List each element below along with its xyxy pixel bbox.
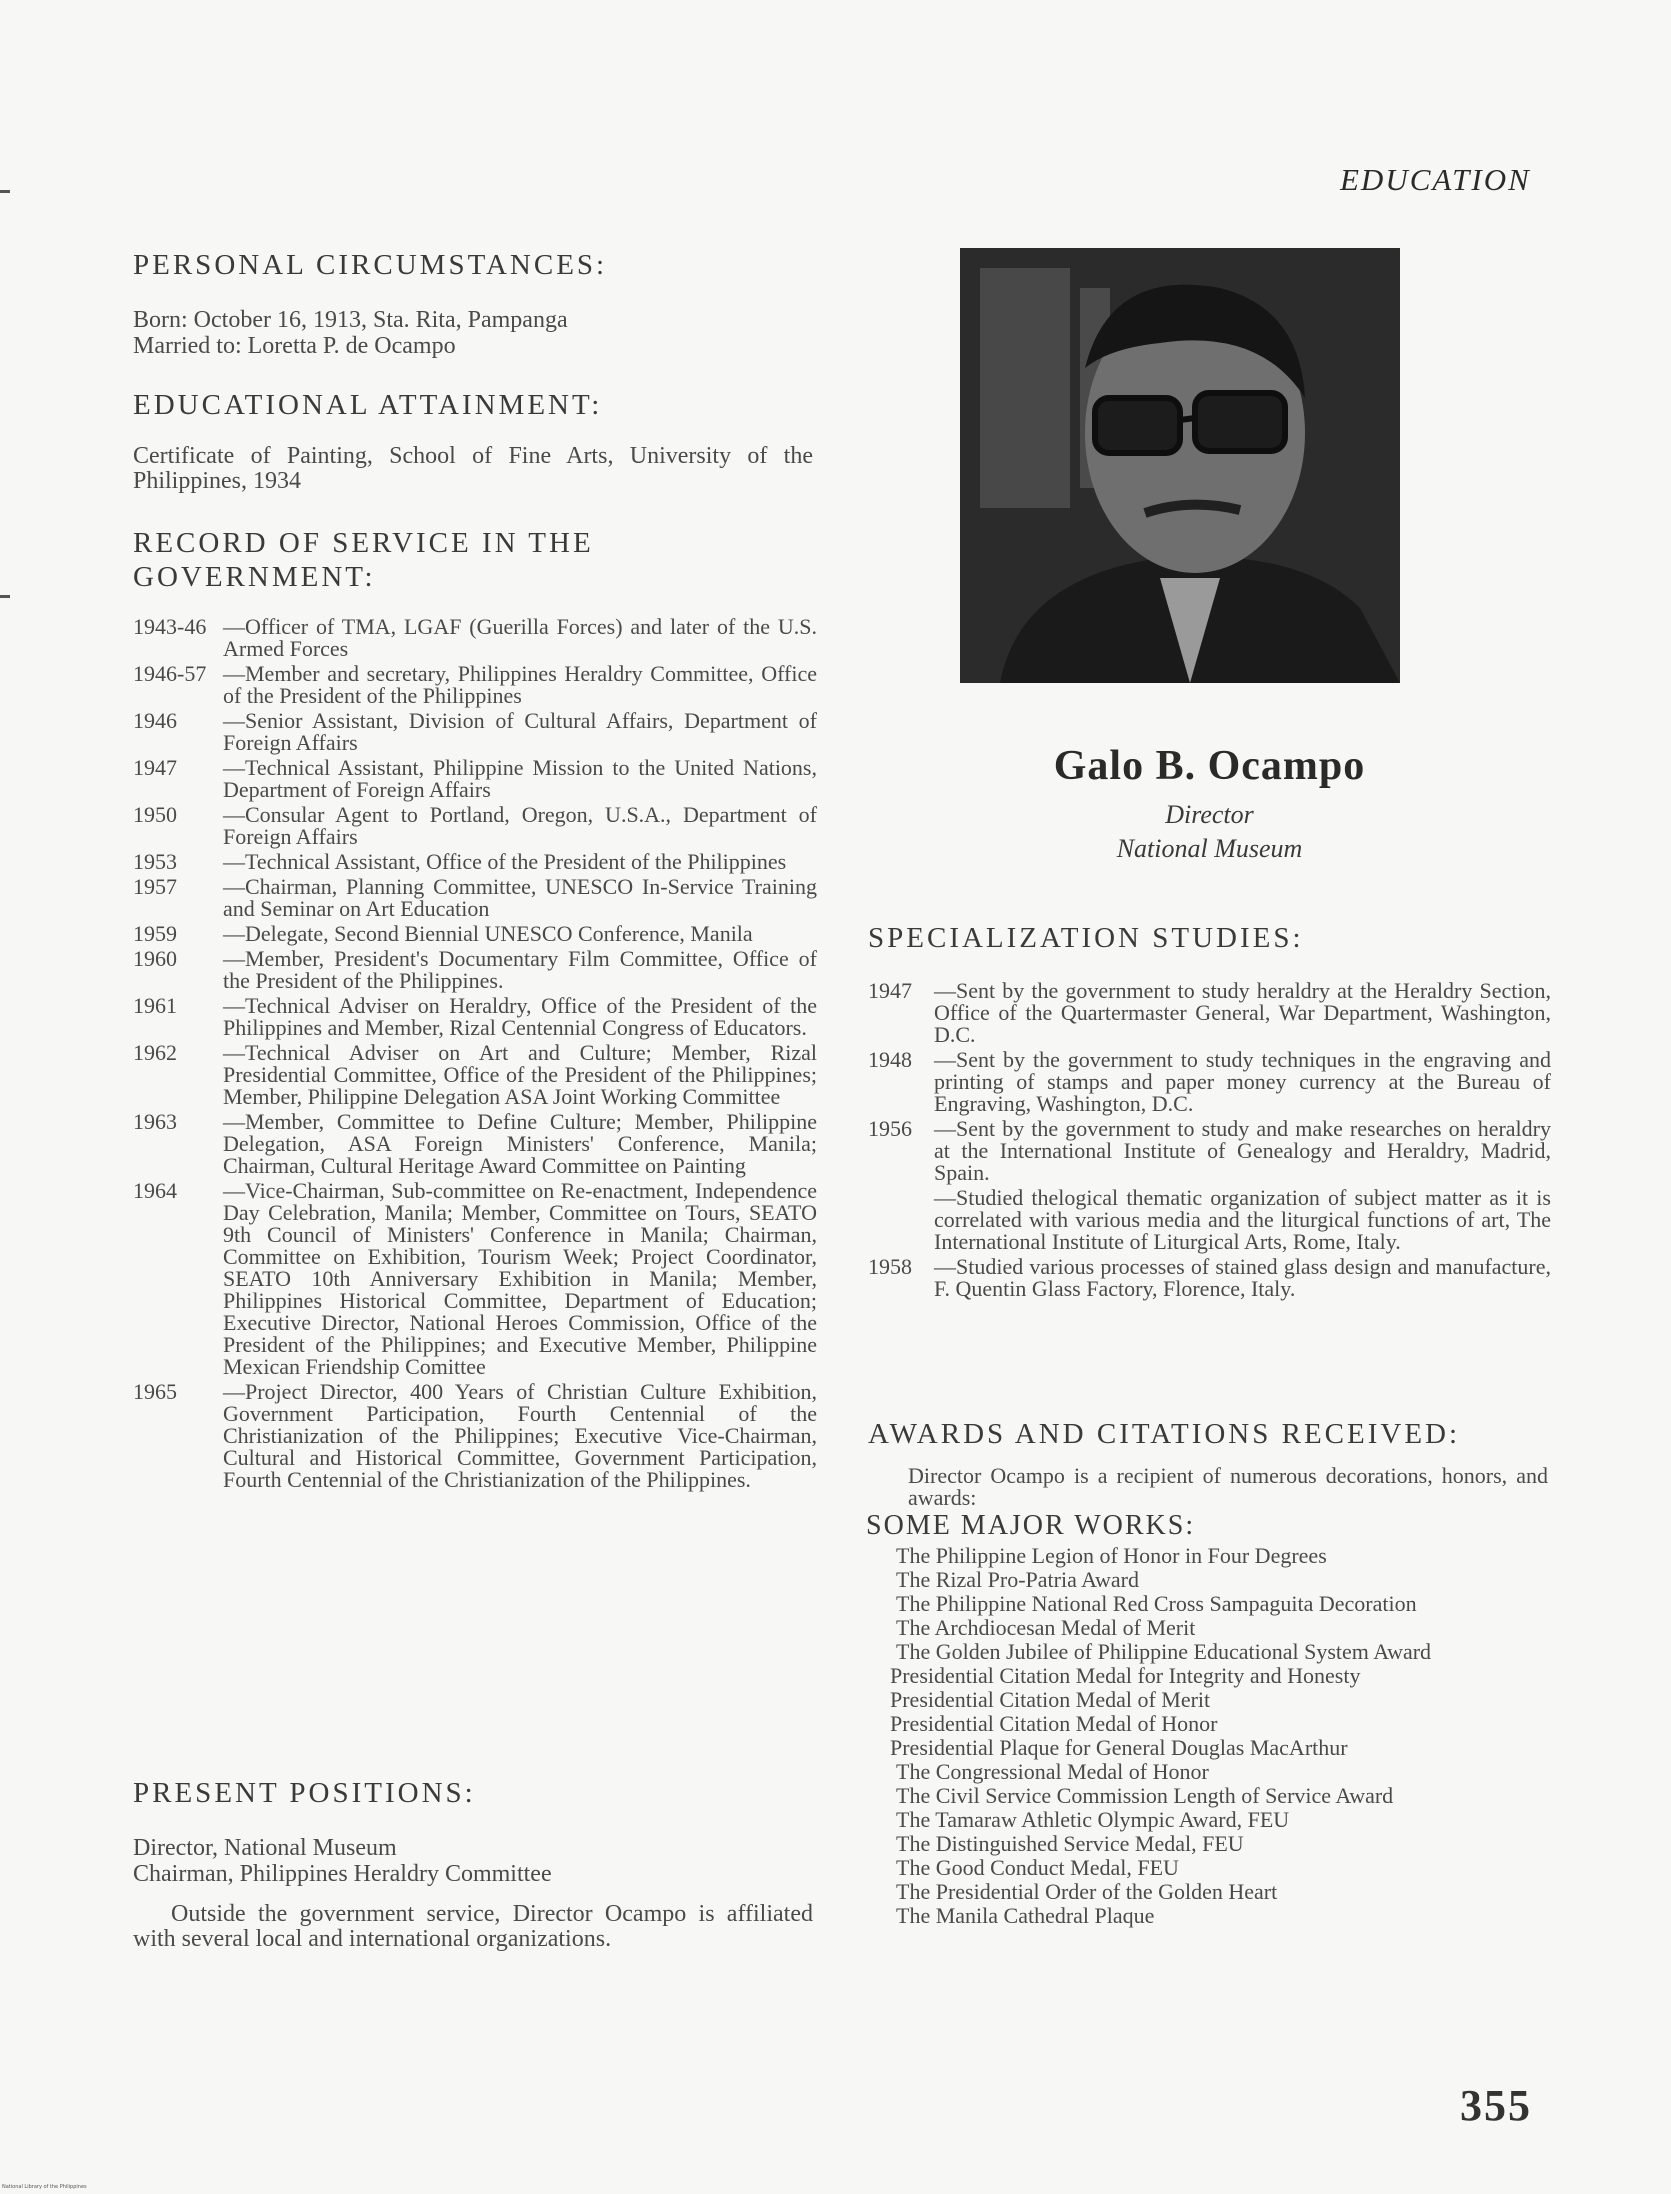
awards-list [890, 1543, 1551, 1929]
entry-text: —Vice-Chairman, Sub-committee on Re-enactment, Independence Day Celebration, Manila; Member, Committee on Tours, SEATO 9th Council of Ministers' Conference in Manila; Chairman, Committee on Exhibition, Tourism Week; Project Coordinator, SEATO 10th Anniversary Exhibition in Manila; Member, Philippines Historical Committee, Department of Education; Executive Director, National Heroes Commission, Office of the President of the Philippines; and Executive Member, Philippine Mexican Friendship Comittee [223, 1178, 817, 1379]
born-line: Born: October 16, 1913, Sta. Rita, Pampanga [133, 307, 568, 333]
entry-text: —Project Director, 400 Years of Christian Culture Exhibition, Government Participation, Fourth Centennial of the Christianization of the Philippines; Executive Vice-Chairman, Cultural and Historical Committee, Government Participation, Fourth Centennial of the Christianization of the Philippines. [223, 1379, 817, 1492]
entry-year: 1964 [133, 1178, 177, 1203]
service-entry [133, 851, 817, 873]
award-item: Presidential Citation Medal of Merit [890, 1687, 1211, 1712]
specialization-entry [868, 1187, 1551, 1253]
service-entry [133, 804, 817, 848]
award-item: The Distinguished Service Medal, FEU [896, 1831, 1244, 1856]
entry-year: 1946 [133, 708, 177, 733]
entry-text: —Sent by the government to study heraldry at the Heraldry Section, Office of the Quartermaster General, War Department, Washington, D.C. [934, 978, 1551, 1047]
entry-text: —Delegate, Second Biennial UNESCO Conference, Manila [223, 921, 753, 946]
service-entry [133, 663, 817, 707]
award-item: The Tamaraw Athletic Olympic Award, FEU [896, 1807, 1290, 1832]
award-item: The Philippine Legion of Honor in Four Degrees [896, 1543, 1327, 1568]
entry-text: —Consular Agent to Portland, Oregon, U.S.A., Department of Foreign Affairs [223, 802, 817, 849]
award-item: Presidential Citation Medal for Integrity and Honesty [890, 1663, 1361, 1688]
present-heading: PRESENT POSITIONS: [133, 1777, 476, 1809]
service-entry [133, 948, 817, 992]
entry-year: 1960 [133, 946, 177, 971]
major-works-heading: SOME MAJOR WORKS: [866, 1510, 1196, 1541]
entry-text: —Member, Committee to Define Culture; Member, Philippine Delegation, ASA Foreign Ministers' Conference, Manila; Chairman, Cultural Heritage Award Committee on Painting [223, 1109, 817, 1178]
entry-text: —Member, President's Documentary Film Committee, Office of the President of the Philippines. [223, 946, 817, 993]
portrait-image [960, 248, 1400, 683]
service-entry [133, 1381, 817, 1491]
service-entry [133, 616, 817, 660]
service-entry [133, 923, 817, 945]
entry-text: —Technical Adviser on Art and Culture; Member, Rizal Presidential Committee, Office of the President of the Philippines; Member, Philippine Delegation ASA Joint Working Committee [223, 1040, 817, 1109]
award-item: The Manila Cathedral Plaque [896, 1903, 1155, 1928]
award-item: The Good Conduct Medal, FEU [896, 1855, 1179, 1880]
service-heading-2: GOVERNMENT: [133, 561, 376, 593]
entry-text: —Officer of TMA, LGAF (Guerilla Forces) and later of the U.S. Armed Forces [223, 614, 817, 661]
award-item: The Presidential Order of the Golden Heart [896, 1879, 1278, 1904]
award-item: The Philippine National Red Cross Sampaguita Decoration [896, 1591, 1417, 1616]
award-item: Presidential Citation Medal of Honor [890, 1711, 1218, 1736]
running-head: EDUCATION [1340, 162, 1531, 197]
present-text: Outside the government service, Director Ocampo is affiliated with several local and international organizations. [133, 1901, 813, 1952]
specialization-entry [868, 1118, 1551, 1184]
entry-year: 1946-57 [133, 661, 207, 686]
service-entry [133, 1180, 817, 1378]
awards-intro: Director Ocampo is a recipient of numerous decorations, honors, and awards: [908, 1463, 1548, 1510]
entry-text: —Technical Adviser on Heraldry, Office of the President of the Philippines and Member, Rizal Centennial Congress of Educators. [223, 993, 817, 1040]
entry-text: —Studied various processes of stained glass design and manufacture, F. Quentin Glass Factory, Florence, Italy. [934, 1254, 1551, 1301]
entry-year: 1943-46 [133, 614, 207, 639]
specialization-heading: SPECIALIZATION STUDIES: [868, 922, 1304, 954]
entry-text: —Technical Assistant, Philippine Mission to the United Nations, Department of Foreign Affairs [223, 755, 817, 802]
entry-year: 1947 [868, 978, 912, 1003]
education-text: Certificate of Painting, School of Fine Arts, University of the Philippines, 1934 [133, 443, 813, 494]
service-entry [133, 1042, 817, 1108]
entry-year [868, 1187, 934, 1253]
entry-text: —Studied thelogical thematic organization of subject matter as it is correlated with various media and the liturgical functions of art, The International Institute of Liturgical Arts, Rome, Italy. [934, 1185, 1551, 1254]
scan-mark [0, 595, 10, 598]
scan-mark [0, 190, 10, 193]
award-item: Presidential Plaque for General Douglas MacArthur [890, 1735, 1348, 1760]
specialization-entry [868, 1256, 1551, 1300]
specialization-entry [868, 1049, 1551, 1115]
entry-text: —Member and secretary, Philippines Heraldry Committee, Office of the President of the Philippines [223, 661, 817, 708]
entry-text: —Sent by the government to study techniques in the engraving and printing of stamps and paper money currency at the Bureau of Engraving, Washington, D.C. [934, 1047, 1551, 1116]
entry-year: 1956 [868, 1116, 912, 1141]
profile-name: Galo B. Ocampo [1053, 743, 1366, 789]
awards-heading: AWARDS AND CITATIONS RECEIVED: [868, 1418, 1461, 1450]
entry-year: 1947 [133, 755, 177, 780]
entry-text: —Senior Assistant, Division of Cultural Affairs, Department of Foreign Affairs [223, 708, 817, 755]
service-entry [133, 995, 817, 1039]
entry-year: 1957 [133, 874, 177, 899]
personal-heading: PERSONAL CIRCUMSTANCES: [133, 249, 608, 281]
service-entry [133, 710, 817, 754]
service-heading-1: RECORD OF SERVICE IN THE [133, 527, 594, 559]
service-entry [133, 757, 817, 801]
profile-institution: National Museum [1116, 834, 1303, 863]
award-item: The Golden Jubilee of Philippine Educational System Award [896, 1639, 1432, 1664]
entry-year: 1965 [133, 1379, 177, 1404]
entry-text: —Technical Assistant, Office of the President of the Philippines [223, 849, 787, 874]
service-entry [133, 1111, 817, 1177]
entry-text: —Chairman, Planning Committee, UNESCO In-Service Training and Seminar on Art Education [223, 874, 817, 921]
married-line: Married to: Loretta P. de Ocampo [133, 333, 456, 359]
education-heading: EDUCATIONAL ATTAINMENT: [133, 389, 603, 421]
portrait-photo [960, 248, 1400, 683]
entry-year: 1961 [133, 993, 177, 1018]
present-line-2: Chairman, Philippines Heraldry Committee [133, 1861, 552, 1887]
specialization-list [868, 980, 1551, 1303]
entry-year: 1959 [133, 921, 177, 946]
service-entry [133, 876, 817, 920]
page-number: 355 [1460, 2081, 1532, 2130]
entry-year: 1958 [868, 1254, 912, 1279]
award-item: The Archdiocesan Medal of Merit [896, 1615, 1196, 1640]
award-item: The Congressional Medal of Honor [896, 1759, 1209, 1784]
award-item: The Rizal Pro-Patria Award [896, 1567, 1139, 1592]
entry-year: 1962 [133, 1040, 177, 1065]
entry-year: 1953 [133, 849, 177, 874]
service-list [133, 616, 817, 1494]
profile-title: Director [1165, 800, 1254, 829]
present-line-1: Director, National Museum [133, 1835, 397, 1861]
entry-year: 1948 [868, 1047, 912, 1072]
entry-text: —Sent by the government to study and make researches on heraldry at the International Institute of Genealogy and Heraldry, Madrid, Spain. [934, 1116, 1551, 1185]
footer-credit: National Library of the Philippines [2, 2184, 87, 2190]
specialization-entry [868, 980, 1551, 1046]
entry-year: 1963 [133, 1109, 177, 1134]
entry-year: 1950 [133, 802, 177, 827]
award-item: The Civil Service Commission Length of Service Award [896, 1783, 1394, 1808]
